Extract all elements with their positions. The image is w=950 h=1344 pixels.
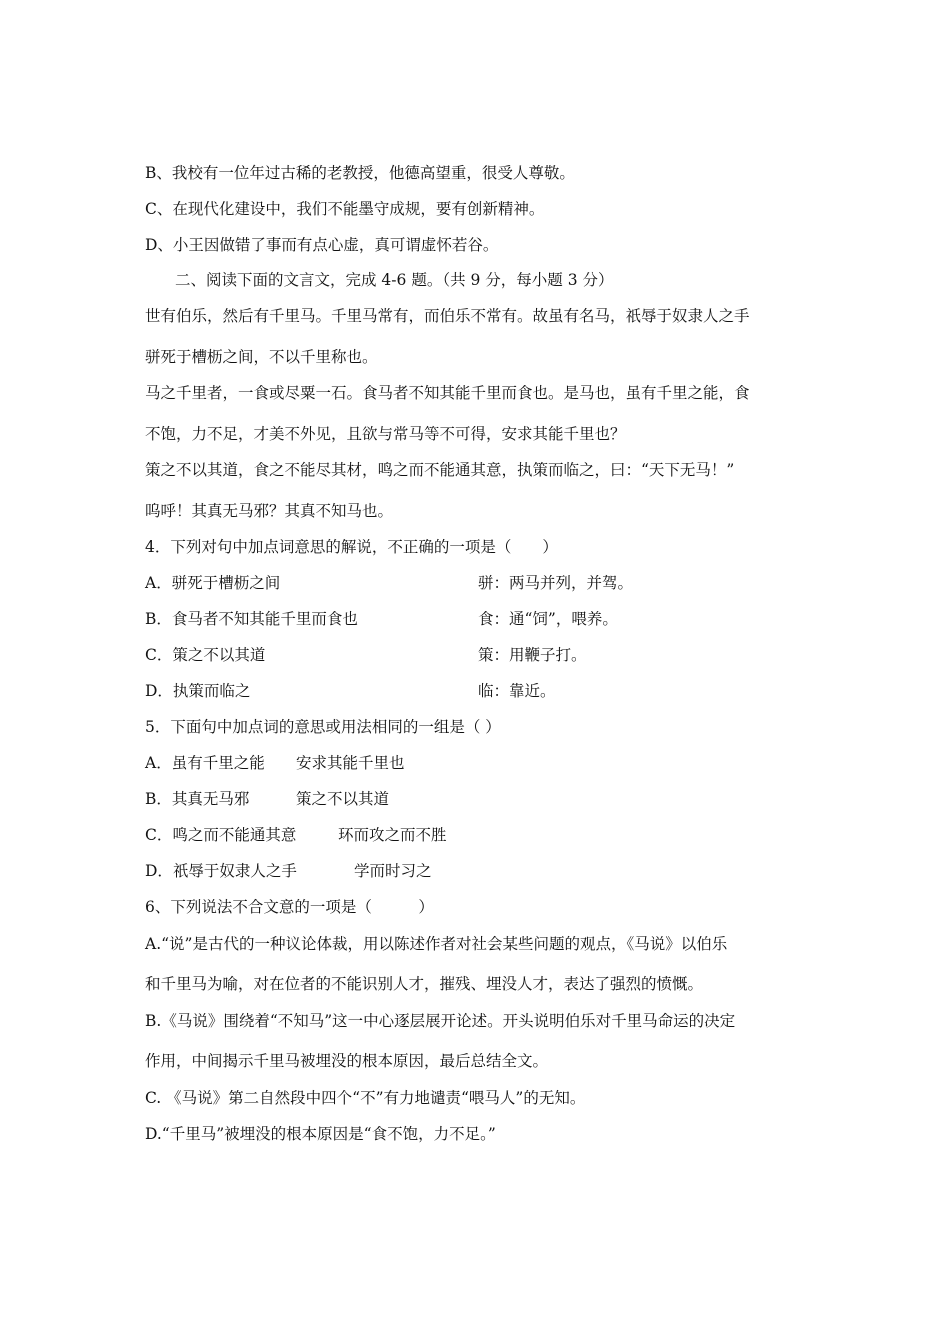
- q4-stem: 4．下列对句中加点词意思的解说，不正确的一项是（ ）: [145, 538, 558, 556]
- q4-option-explanation: 策：用鞭子打。: [478, 646, 587, 664]
- q5-option-second: 环而攻之而不胜: [338, 826, 447, 844]
- q6-option-line: B.《马说》围绕着“不知马”这一中心逐层展开论述。开头说明伯乐对千里马命运的决定: [145, 1012, 736, 1030]
- q4-option-sentence: A．骈死于槽枥之间: [145, 574, 281, 592]
- q5-option-first: B．其真无马邪: [145, 790, 250, 808]
- q5-option-second: 学而时习之: [354, 862, 432, 880]
- passage-line: 不饱，力不足，才美不外见，且欲与常马等不可得，安求其能千里也？: [145, 425, 626, 443]
- q6-stem: 6、下列说法不合文意的一项是（ ）: [145, 898, 434, 916]
- q3-option-b: B、我校有一位年过古稀的老教授，他德高望重，很受人尊敬。: [145, 164, 575, 182]
- passage-line: 世有伯乐，然后有千里马。千里马常有，而伯乐不常有。故虽有名马，祇辱于奴隶人之手: [145, 307, 750, 325]
- q4-option-explanation: 骈：两马并列，并驾。: [478, 574, 634, 592]
- q4-option-sentence: B．食马者不知其能千里而食也: [145, 610, 358, 628]
- q3-option-c: C、在现代化建设中，我们不能墨守成规，要有创新精神。: [145, 200, 545, 218]
- q4-option-sentence: C．策之不以其道: [145, 646, 266, 664]
- q4-option-explanation: 食：通“饲”，喂养。: [478, 610, 618, 628]
- q5-option-second: 安求其能千里也: [296, 754, 405, 772]
- q6-option-line: C. 《马说》第二自然段中四个“不”有力地谴责“喂马人”的无知。: [145, 1089, 586, 1107]
- passage-line: 马之千里者，一食或尽粟一石。食马者不知其能千里而食也。是马也，虽有千里之能，食: [145, 384, 750, 402]
- section2-heading: 二、阅读下面的文言文，完成 4-6 题。（共 9 分，每小题 3 分）: [175, 271, 614, 289]
- q3-option-d: D、小王因做错了事而有点心虚，真可谓虚怀若谷。: [145, 236, 499, 254]
- q5-option-first: C．鸣之而不能通其意: [145, 826, 297, 844]
- passage-line: 呜呼！其真无马邪？其真不知马也。: [145, 502, 394, 520]
- q6-option-line: D.“千里马”被埋没的根本原因是“食不饱，力不足。”: [145, 1125, 496, 1143]
- q6-option-line: 和千里马为喻，对在位者的不能识别人才，摧残、埋没人才，表达了强烈的愤慨。: [145, 975, 704, 993]
- q6-option-line: 作用，中间揭示千里马被埋没的根本原因，最后总结全文。: [145, 1052, 549, 1070]
- passage-line: 骈死于槽枥之间，不以千里称也。: [145, 348, 378, 366]
- q5-option-first: A．虽有千里之能: [145, 754, 265, 772]
- passage-line: 策之不以其道，食之不能尽其材，鸣之而不能通其意，执策而临之，曰：“天下无马！”: [145, 461, 735, 479]
- q5-option-first: D．祇辱于奴隶人之手: [145, 862, 297, 880]
- q4-option-explanation: 临：靠近。: [478, 682, 556, 700]
- q5-option-second: 策之不以其道: [296, 790, 390, 808]
- q6-option-line: A.“说”是古代的一种议论体裁，用以陈述作者对社会某些问题的观点，《马说》以伯乐: [145, 935, 728, 953]
- q4-option-sentence: D．执策而临之: [145, 682, 251, 700]
- q5-stem: 5．下面句中加点词的意思或用法相同的一组是（ ）: [145, 718, 501, 736]
